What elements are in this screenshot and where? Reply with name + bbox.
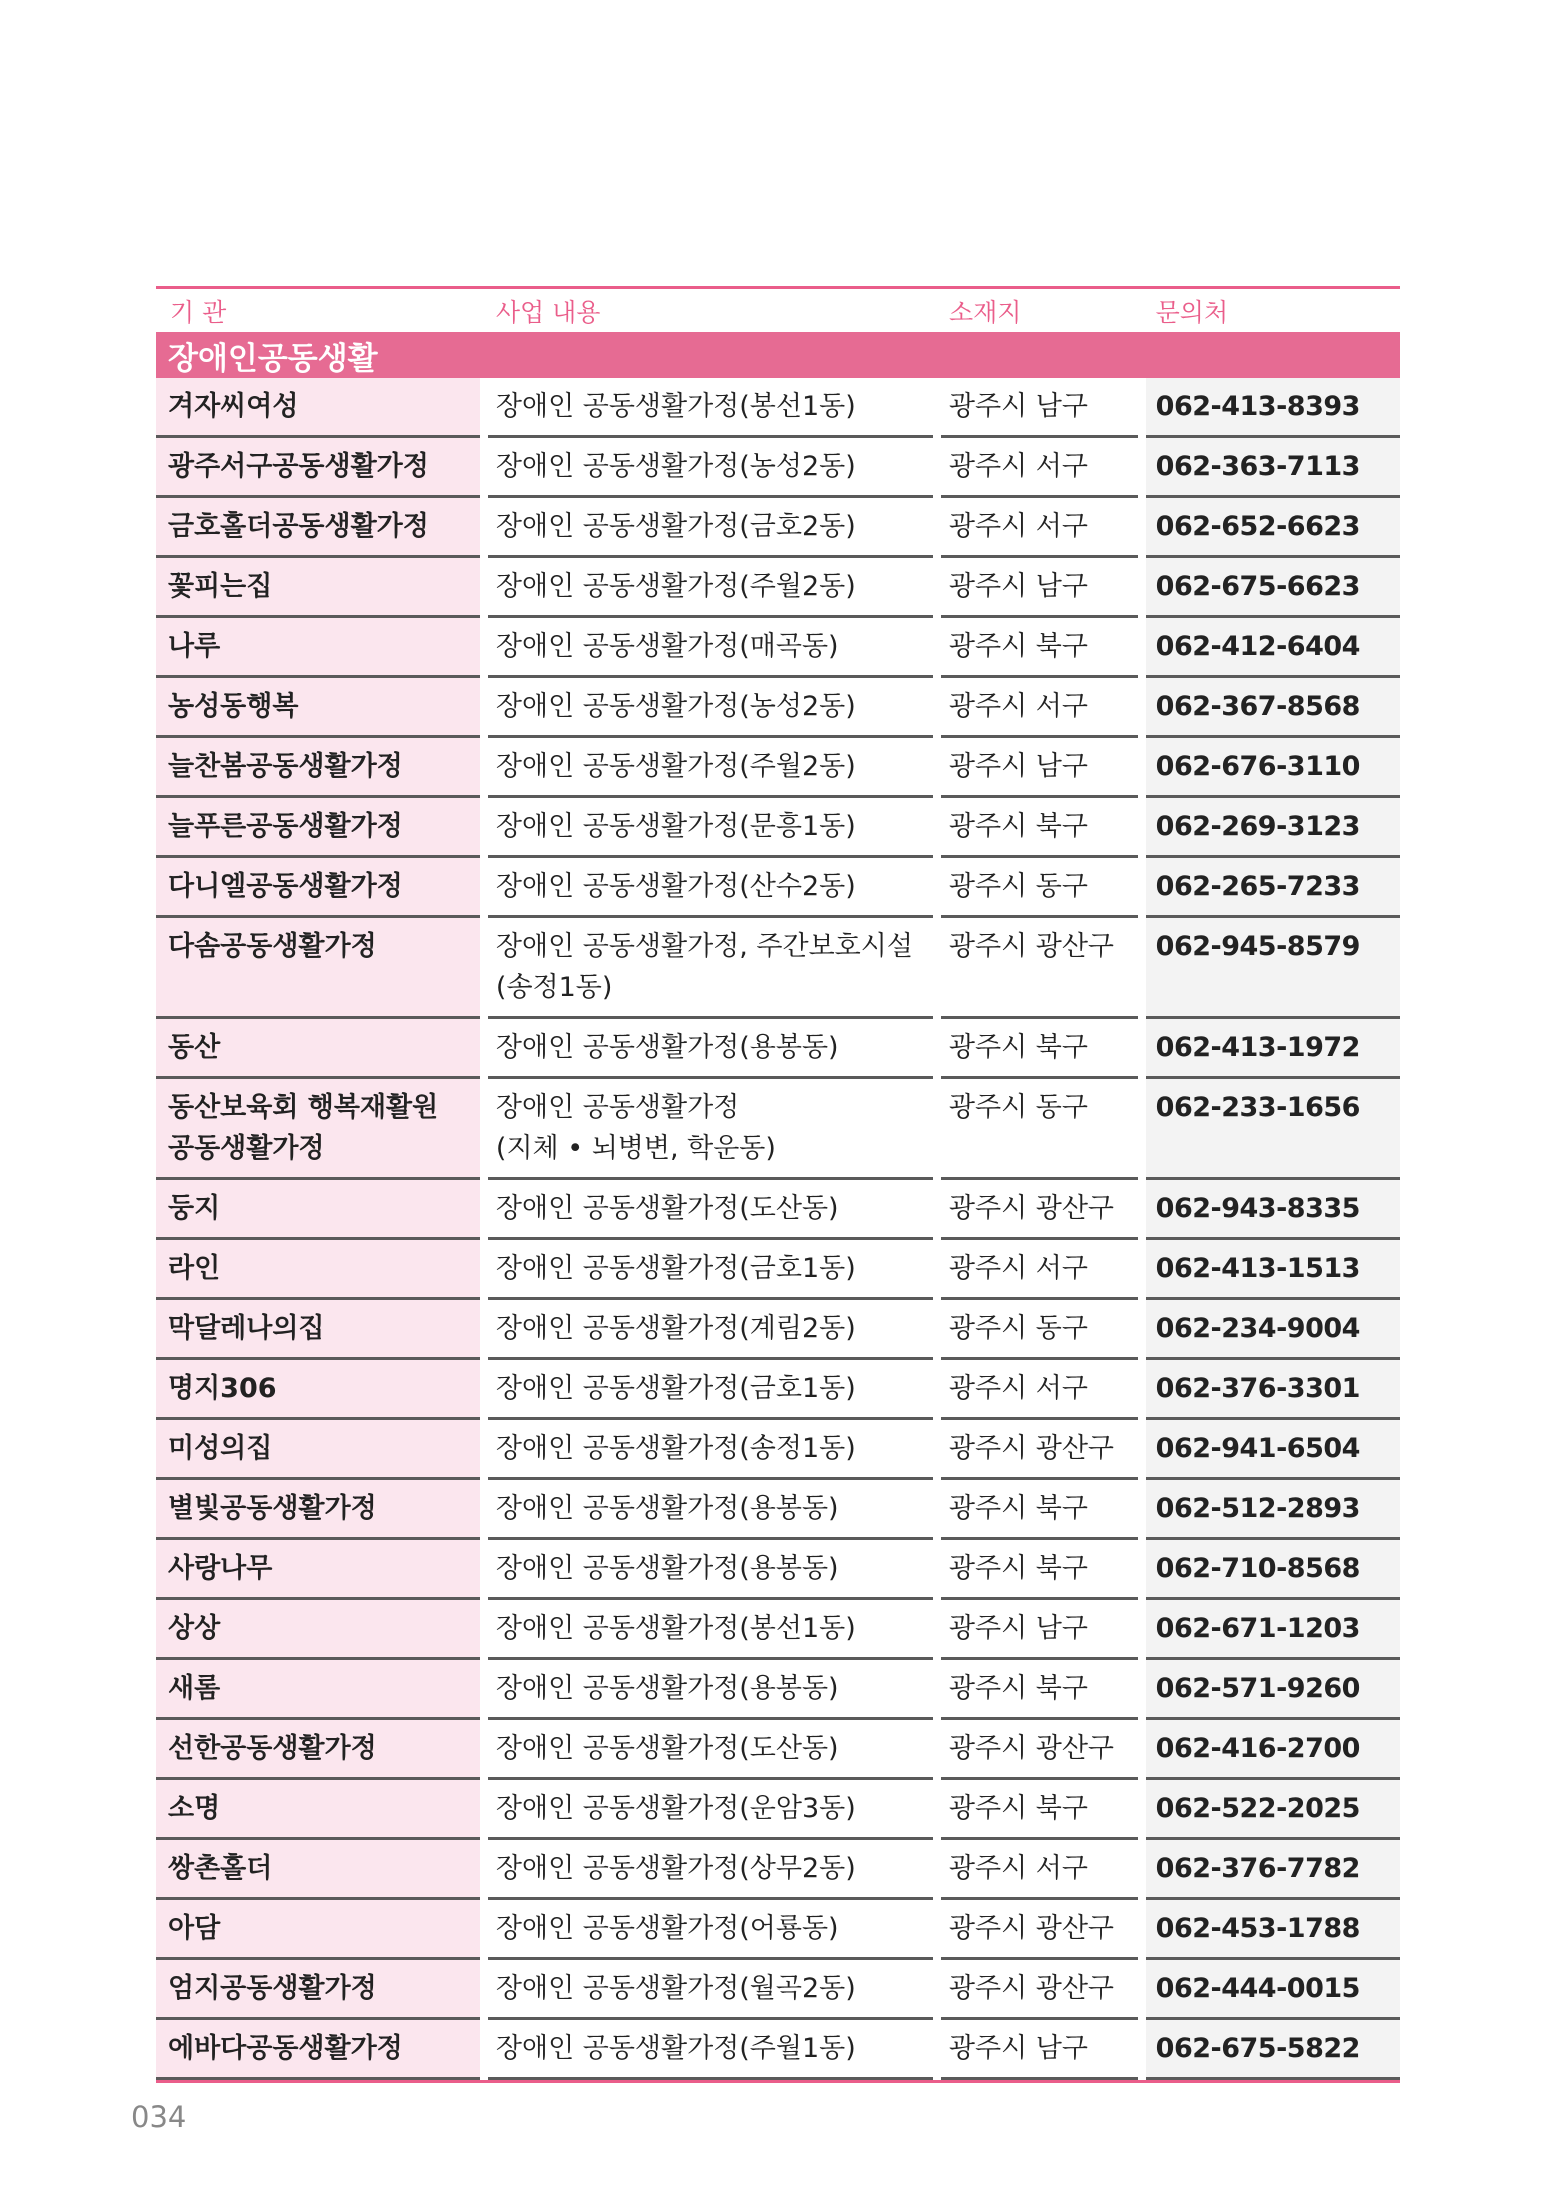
description-cell: 장애인 공동생활가정(금호1동) [488, 1240, 933, 1300]
location-cell: 광주시 서구 [941, 498, 1138, 558]
org-cell: 소명 [156, 1780, 480, 1840]
location-cell: 광주시 남구 [941, 378, 1138, 438]
org-cell: 선한공동생활가정 [156, 1720, 480, 1780]
description-cell: 장애인 공동생활가정(금호2동) [488, 498, 933, 558]
location-cell: 광주시 북구 [941, 1019, 1138, 1079]
table-row [156, 1420, 1400, 1480]
location-cell: 광주시 서구 [941, 1360, 1138, 1420]
org-cell: 겨자씨여성 [156, 378, 480, 438]
table-row [156, 858, 1400, 918]
org-cell: 미성의집 [156, 1420, 480, 1480]
location-cell: 광주시 북구 [941, 618, 1138, 678]
table-row [156, 1079, 1400, 1180]
description-cell: 장애인 공동생활가정(농성2동) [488, 678, 933, 738]
contact-cell: 062-376-3301 [1146, 1360, 1400, 1420]
org-cell: 새롬 [156, 1660, 480, 1720]
table-row [156, 2020, 1400, 2080]
description-cell: 장애인 공동생활가정(용봉동) [488, 1019, 933, 1079]
contact-cell: 062-676-3110 [1146, 738, 1400, 798]
header-location: 소재지 [948, 297, 1022, 327]
org-cell: 금호홀더공동생활가정 [156, 498, 480, 558]
table-row [156, 1360, 1400, 1420]
description-cell: 장애인 공동생활가정(매곡동) [488, 618, 933, 678]
contact-cell: 062-453-1788 [1146, 1900, 1400, 1960]
table-row [156, 498, 1400, 558]
table-row [156, 738, 1400, 798]
contact-cell: 062-269-3123 [1146, 798, 1400, 858]
org-cell: 라인 [156, 1240, 480, 1300]
location-cell: 광주시 북구 [941, 1660, 1138, 1720]
description-cell: 장애인 공동생활가정(금호1동) [488, 1360, 933, 1420]
table-row [156, 1660, 1400, 1720]
description-cell: 장애인 공동생활가정(어룡동) [488, 1900, 933, 1960]
description-cell: 장애인 공동생활가정(봉선1동) [488, 1600, 933, 1660]
description-cell: 장애인 공동생활가정(산수2동) [488, 858, 933, 918]
contact-cell: 062-233-1656 [1146, 1079, 1400, 1180]
org-cell: 상상 [156, 1600, 480, 1660]
contact-cell: 062-412-6404 [1146, 618, 1400, 678]
org-cell: 사랑나무 [156, 1540, 480, 1600]
location-cell: 광주시 광산구 [941, 1420, 1138, 1480]
table-row [156, 1240, 1400, 1300]
contact-cell: 062-571-9260 [1146, 1660, 1400, 1720]
header-description: 사업 내용 [495, 297, 601, 327]
location-cell: 광주시 서구 [941, 678, 1138, 738]
org-cell: 둥지 [156, 1180, 480, 1240]
table-row [156, 378, 1400, 438]
table-row [156, 1480, 1400, 1540]
org-cell: 나루 [156, 618, 480, 678]
location-cell: 광주시 북구 [941, 798, 1138, 858]
table-row [156, 618, 1400, 678]
section-title: 장애인공동생활 [156, 332, 1400, 378]
contact-cell: 062-413-1972 [1146, 1019, 1400, 1079]
table-row [156, 918, 1400, 1019]
contact-cell: 062-413-8393 [1146, 378, 1400, 438]
description-cell: 장애인 공동생활가정(용봉동) [488, 1480, 933, 1540]
header-org: 기 관 [170, 297, 227, 327]
description-cell: 장애인 공동생활가정(운암3동) [488, 1780, 933, 1840]
org-cell: 농성동행복 [156, 678, 480, 738]
description-cell: 장애인 공동생활가정, 주간보호시설 (송정1동) [488, 918, 933, 1019]
table-row [156, 1900, 1400, 1960]
location-cell: 광주시 광산구 [941, 1180, 1138, 1240]
description-cell: 장애인 공동생활가정(용봉동) [488, 1540, 933, 1600]
location-cell: 광주시 서구 [941, 438, 1138, 498]
description-cell: 장애인 공동생활가정(용봉동) [488, 1660, 933, 1720]
page-number: 034 [131, 2100, 187, 2134]
contact-cell: 062-945-8579 [1146, 918, 1400, 1019]
location-cell: 광주시 광산구 [941, 918, 1138, 1019]
table-row [156, 798, 1400, 858]
description-cell: 장애인 공동생활가정(주월1동) [488, 2020, 933, 2080]
table-row [156, 678, 1400, 738]
location-cell: 광주시 동구 [941, 1300, 1138, 1360]
table-row [156, 1840, 1400, 1900]
table-row [156, 1540, 1400, 1600]
description-cell: 장애인 공동생활가정(농성2동) [488, 438, 933, 498]
org-cell: 광주서구공동생활가정 [156, 438, 480, 498]
org-cell: 늘찬봄공동생활가정 [156, 738, 480, 798]
table-row [156, 1960, 1400, 2020]
location-cell: 광주시 남구 [941, 738, 1138, 798]
description-cell: 장애인 공동생활가정 (지체 • 뇌병변, 학운동) [488, 1079, 933, 1180]
table-row [156, 1019, 1400, 1079]
location-cell: 광주시 서구 [941, 1840, 1138, 1900]
contact-cell: 062-522-2025 [1146, 1780, 1400, 1840]
location-cell: 광주시 남구 [941, 558, 1138, 618]
location-cell: 광주시 동구 [941, 1079, 1138, 1180]
org-cell: 명지306 [156, 1360, 480, 1420]
location-cell: 광주시 광산구 [941, 1960, 1138, 2020]
description-cell: 장애인 공동생활가정(봉선1동) [488, 378, 933, 438]
location-cell: 광주시 남구 [941, 2020, 1138, 2080]
table-header [156, 289, 1400, 332]
contact-cell: 062-671-1203 [1146, 1600, 1400, 1660]
description-cell: 장애인 공동생활가정(송정1동) [488, 1420, 933, 1480]
description-cell: 장애인 공동생활가정(월곡2동) [488, 1960, 933, 2020]
org-cell: 꽃피는집 [156, 558, 480, 618]
org-cell: 쌍촌홀더 [156, 1840, 480, 1900]
header-contact: 문의처 [1155, 297, 1229, 327]
location-cell: 광주시 북구 [941, 1480, 1138, 1540]
table-row [156, 558, 1400, 618]
contact-cell: 062-943-8335 [1146, 1180, 1400, 1240]
org-cell: 아담 [156, 1900, 480, 1960]
contact-cell: 062-363-7113 [1146, 438, 1400, 498]
contact-cell: 062-265-7233 [1146, 858, 1400, 918]
location-cell: 광주시 서구 [941, 1240, 1138, 1300]
contact-cell: 062-710-8568 [1146, 1540, 1400, 1600]
description-cell: 장애인 공동생활가정(주월2동) [488, 558, 933, 618]
description-cell: 장애인 공동생활가정(도산동) [488, 1180, 933, 1240]
table-row [156, 438, 1400, 498]
org-cell: 엄지공동생활가정 [156, 1960, 480, 2020]
contact-cell: 062-675-5822 [1146, 2020, 1400, 2080]
description-cell: 장애인 공동생활가정(문흥1동) [488, 798, 933, 858]
contact-cell: 062-652-6623 [1146, 498, 1400, 558]
location-cell: 광주시 북구 [941, 1540, 1138, 1600]
org-cell: 동산 [156, 1019, 480, 1079]
org-cell: 다니엘공동생활가정 [156, 858, 480, 918]
contact-cell: 062-941-6504 [1146, 1420, 1400, 1480]
location-cell: 광주시 동구 [941, 858, 1138, 918]
contact-cell: 062-416-2700 [1146, 1720, 1400, 1780]
org-cell: 다솜공동생활가정 [156, 918, 480, 1019]
location-cell: 광주시 광산구 [941, 1720, 1138, 1780]
table-row [156, 1300, 1400, 1360]
org-cell: 늘푸른공동생활가정 [156, 798, 480, 858]
contact-cell: 062-413-1513 [1146, 1240, 1400, 1300]
table-row [156, 1720, 1400, 1780]
institution-table [156, 286, 1400, 2083]
contact-cell: 062-376-7782 [1146, 1840, 1400, 1900]
description-cell: 장애인 공동생활가정(주월2동) [488, 738, 933, 798]
description-cell: 장애인 공동생활가정(도산동) [488, 1720, 933, 1780]
location-cell: 광주시 남구 [941, 1600, 1138, 1660]
location-cell: 광주시 북구 [941, 1780, 1138, 1840]
contact-cell: 062-512-2893 [1146, 1480, 1400, 1540]
org-cell: 동산보육회 행복재활원 공동생활가정 [156, 1079, 480, 1180]
contact-cell: 062-675-6623 [1146, 558, 1400, 618]
table-body [156, 378, 1400, 2080]
table-row [156, 1180, 1400, 1240]
table-row [156, 1780, 1400, 1840]
table-row [156, 1600, 1400, 1660]
description-cell: 장애인 공동생활가정(계림2동) [488, 1300, 933, 1360]
table-bottom-rule [156, 2080, 1400, 2083]
contact-cell: 062-234-9004 [1146, 1300, 1400, 1360]
description-cell: 장애인 공동생활가정(상무2동) [488, 1840, 933, 1900]
contact-cell: 062-444-0015 [1146, 1960, 1400, 2020]
org-cell: 별빛공동생활가정 [156, 1480, 480, 1540]
org-cell: 막달레나의집 [156, 1300, 480, 1360]
org-cell: 에바다공동생활가정 [156, 2020, 480, 2080]
contact-cell: 062-367-8568 [1146, 678, 1400, 738]
location-cell: 광주시 광산구 [941, 1900, 1138, 1960]
